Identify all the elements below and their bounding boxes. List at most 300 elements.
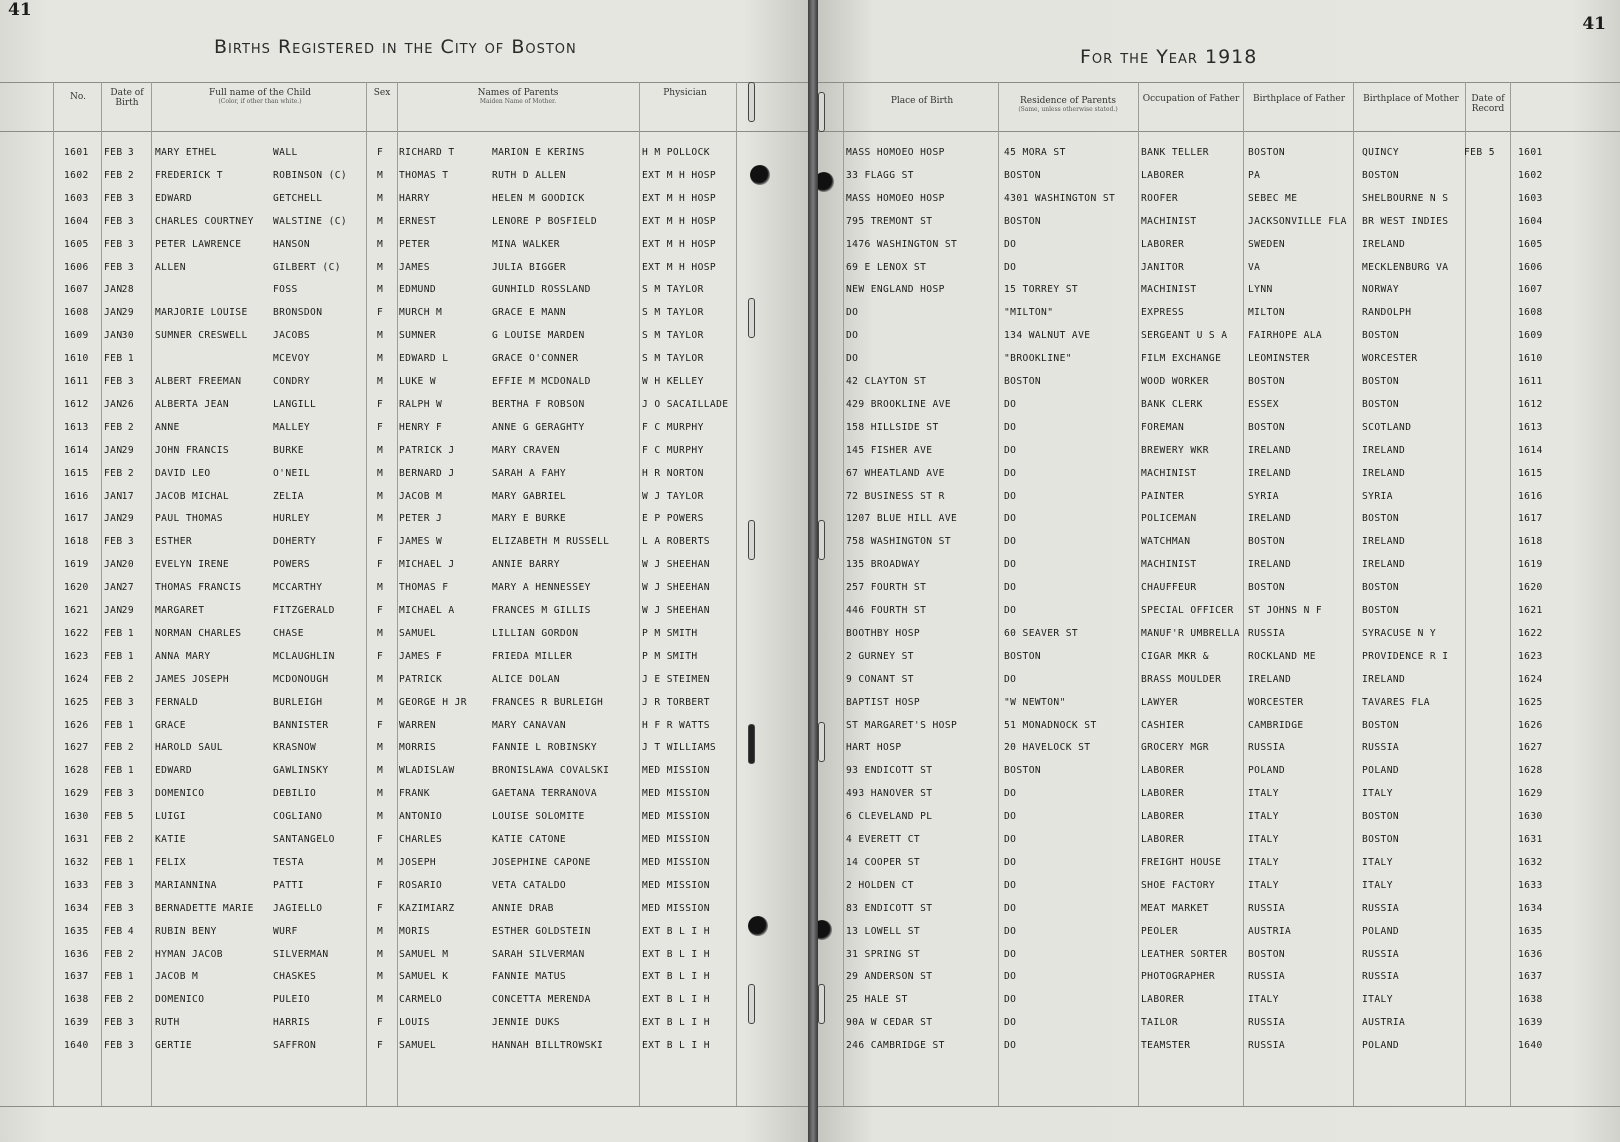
entry-number: 1613: [64, 421, 89, 433]
birth-day: 3: [127, 536, 134, 548]
child-surname: CONDRY: [273, 376, 311, 387]
child-given-name: MARJORIE LOUISE: [155, 307, 248, 319]
child-given-name: JACOB MICHAL: [155, 490, 230, 502]
register-row: [818, 441, 1620, 464]
child-surname: PATTI: [273, 879, 304, 891]
record-number: 1620: [1518, 582, 1543, 594]
father-occupation: SPECIAL OFFICER: [1141, 605, 1234, 616]
place-of-birth: 14 COOPER ST: [846, 856, 921, 868]
child-surname: SANTANGELO: [273, 834, 335, 845]
father-birthplace: JACKSONVILLE FLA: [1248, 215, 1347, 227]
child-surname: MCLAUGHLIN: [273, 650, 335, 662]
mother-maiden-name: GAETANA TERRANOVA: [492, 788, 597, 800]
father-birthplace: IRELAND: [1248, 444, 1292, 456]
right-page-title: For the Year 1918: [1080, 46, 1258, 68]
sex: F: [377, 147, 384, 158]
register-row: [0, 555, 808, 578]
right-page-number: 41: [1582, 14, 1606, 34]
place-of-birth: ST MARGARET'S HOSP: [846, 719, 958, 731]
child-surname: BANNISTER: [273, 719, 329, 731]
header-birthplace-mother: Birthplace of Mother: [1363, 94, 1459, 104]
mother-maiden-name: MARION E KERINS: [492, 147, 585, 158]
record-number: 1625: [1518, 696, 1543, 708]
father-name: JAMES W: [399, 536, 443, 548]
father-name: EDWARD L: [399, 353, 449, 365]
mother-maiden-name: LENORE P BOSFIELD: [492, 215, 597, 227]
father-birthplace: LYNN: [1248, 284, 1273, 296]
register-row: [818, 647, 1620, 670]
register-row: [818, 922, 1620, 945]
child-given-name: RUBIN BENY: [155, 925, 217, 937]
father-birthplace: WORCESTER: [1248, 696, 1304, 708]
mother-birthplace: RUSSIA: [1362, 948, 1400, 960]
child-surname: HARRIS: [273, 1017, 311, 1029]
sex: F: [377, 879, 384, 891]
entry-number: 1637: [64, 971, 89, 983]
father-occupation: WATCHMAN: [1141, 536, 1191, 548]
father-name: BERNARD J: [399, 467, 455, 479]
father-occupation: BRASS MOULDER: [1141, 673, 1222, 685]
physician: J T WILLIAMS: [642, 742, 717, 754]
register-row: [818, 830, 1620, 853]
register-row: [0, 487, 808, 510]
binder-slot: [818, 984, 825, 1024]
birth-month: FEB: [104, 421, 123, 433]
birth-month: FEB: [104, 742, 123, 754]
header-residence-label: Residence of Parents: [1020, 96, 1116, 106]
child-given-name: BERNADETTE MARIE: [155, 902, 254, 914]
physician: W J TAYLOR: [642, 490, 704, 502]
parents-residence: "MILTON": [1004, 307, 1054, 319]
register-row: [0, 945, 808, 968]
mother-maiden-name: ELIZABETH M RUSSELL: [492, 536, 610, 548]
child-given-name: FELIX: [155, 856, 186, 868]
birth-day: 2: [127, 673, 134, 685]
register-row: [0, 738, 808, 761]
mother-birthplace: POLAND: [1362, 1040, 1400, 1052]
birth-month: FEB: [104, 238, 123, 250]
physician: F C MURPHY: [642, 444, 704, 456]
mother-birthplace: RANDOLPH: [1362, 307, 1412, 319]
entry-number: 1612: [64, 398, 89, 410]
child-surname: MCDONOUGH: [273, 673, 329, 685]
place-of-birth: HART HOSP: [846, 742, 902, 754]
register-row: [0, 212, 808, 235]
child-surname: BURLEIGH: [273, 696, 323, 708]
father-birthplace: VA: [1248, 261, 1261, 273]
physician: L A ROBERTS: [642, 536, 710, 548]
entry-number: 1617: [64, 513, 89, 525]
birth-day: 27: [121, 582, 134, 594]
birth-day: 3: [127, 238, 134, 250]
place-of-birth: 25 HALE ST: [846, 994, 908, 1006]
father-occupation: LABORER: [1141, 169, 1185, 181]
register-row: [818, 509, 1620, 532]
mother-birthplace: WORCESTER: [1362, 353, 1418, 365]
birth-day: 1: [127, 765, 134, 777]
mother-birthplace: POLAND: [1362, 765, 1400, 777]
register-row: [0, 693, 808, 716]
mother-birthplace: QUINCY: [1362, 147, 1400, 158]
father-birthplace: ITALY: [1248, 879, 1279, 891]
entry-number: 1628: [64, 765, 89, 777]
father-name: SAMUEL: [399, 627, 437, 639]
physician: EXT B L I H: [642, 925, 710, 937]
father-occupation: LABORER: [1141, 834, 1185, 845]
entry-number: 1614: [64, 444, 89, 456]
register-row: [818, 189, 1620, 212]
place-of-birth: 83 ENDICOTT ST: [846, 902, 933, 914]
register-row: [818, 372, 1620, 395]
mother-birthplace: BOSTON: [1362, 398, 1400, 410]
father-birthplace: ITALY: [1248, 856, 1279, 868]
register-row: [818, 1013, 1620, 1036]
binder-slot: [748, 298, 755, 338]
child-given-name: NORMAN CHARLES: [155, 627, 242, 639]
register-row: [0, 922, 808, 945]
birth-day: 5: [127, 811, 134, 823]
child-given-name: ANNA MARY: [155, 650, 211, 662]
father-occupation: JANITOR: [1141, 261, 1185, 273]
father-name: RICHARD T: [399, 147, 455, 158]
mother-birthplace: IRELAND: [1362, 238, 1406, 250]
sex: M: [377, 948, 384, 960]
register-row: [818, 326, 1620, 349]
sex: M: [377, 811, 384, 823]
birth-day: 2: [127, 467, 134, 479]
register-row: [0, 349, 808, 372]
place-of-birth: 9 CONANT ST: [846, 673, 914, 685]
physician: S M TAYLOR: [642, 307, 704, 319]
father-occupation: POLICEMAN: [1141, 513, 1197, 525]
physician: W J SHEEHAN: [642, 605, 710, 616]
father-occupation: MEAT MARKET: [1141, 902, 1209, 914]
birth-month: JAN: [104, 582, 123, 594]
physician: J O SACAILLADE: [642, 398, 729, 410]
mother-birthplace: PROVIDENCE R I: [1362, 650, 1449, 662]
register-row: [0, 532, 808, 555]
mother-birthplace: BOSTON: [1362, 330, 1400, 342]
left-register-page: [0, 0, 808, 1142]
parents-residence: DO: [1004, 513, 1017, 525]
register-row: [818, 235, 1620, 258]
register-row: [0, 418, 808, 441]
register-row: [818, 853, 1620, 876]
child-surname: HANSON: [273, 238, 311, 250]
father-birthplace: CAMBRIDGE: [1248, 719, 1304, 731]
birth-day: 17: [121, 490, 134, 502]
physician: W J SHEEHAN: [642, 582, 710, 594]
birth-month: FEB: [104, 353, 123, 365]
physician: H R NORTON: [642, 467, 704, 479]
child-given-name: MARIANNINA: [155, 879, 217, 891]
birth-month: FEB: [104, 765, 123, 777]
header-residence-note: (Same, unless otherwise stated.): [1018, 106, 1118, 113]
child-surname: MALLEY: [273, 421, 311, 433]
entry-number: 1621: [64, 605, 89, 616]
register-row: [0, 624, 808, 647]
father-birthplace: BOSTON: [1248, 376, 1286, 387]
record-number: 1624: [1518, 673, 1543, 685]
mother-maiden-name: HELEN M GOODICK: [492, 192, 585, 204]
register-row: [0, 853, 808, 876]
father-birthplace: ROCKLAND ME: [1248, 650, 1316, 662]
father-occupation: SHOE FACTORY: [1141, 879, 1216, 891]
physician: F C MURPHY: [642, 421, 704, 433]
child-given-name: DOMENICO: [155, 788, 205, 800]
parents-residence: 134 WALNUT AVE: [1004, 330, 1091, 342]
binder-hole: [750, 165, 770, 185]
entry-number: 1620: [64, 582, 89, 594]
child-surname: FITZGERALD: [273, 605, 335, 616]
father-birthplace: SEBEC ME: [1248, 192, 1298, 204]
child-surname: LANGILL: [273, 398, 317, 410]
father-occupation: LAWYER: [1141, 696, 1179, 708]
mother-maiden-name: FANNIE MATUS: [492, 971, 567, 983]
father-name: MICHAEL J: [399, 559, 455, 571]
record-number: 1639: [1518, 1017, 1543, 1029]
sex: M: [377, 673, 384, 685]
register-row: [0, 464, 808, 487]
father-name: RALPH W: [399, 398, 443, 410]
register-row: [0, 166, 808, 189]
parents-residence: DO: [1004, 811, 1017, 823]
parents-residence: DO: [1004, 238, 1017, 250]
child-given-name: HYMAN JACOB: [155, 948, 223, 960]
child-given-name: MARGARET: [155, 605, 205, 616]
record-number: 1634: [1518, 902, 1543, 914]
physician: H F R WATTS: [642, 719, 710, 731]
birth-day: 2: [127, 948, 134, 960]
birth-day: 1: [127, 353, 134, 365]
mother-birthplace: ITALY: [1362, 856, 1393, 868]
parents-residence: DO: [1004, 856, 1017, 868]
parents-residence: BOSTON: [1004, 650, 1042, 662]
parents-residence: BOSTON: [1004, 376, 1042, 387]
father-name: LUKE W: [399, 376, 437, 387]
father-occupation: ROOFER: [1141, 192, 1179, 204]
physician: EXT M H HOSP: [642, 238, 717, 250]
record-number: 1621: [1518, 605, 1543, 616]
sex: M: [377, 765, 384, 777]
entry-number: 1640: [64, 1040, 89, 1052]
place-of-birth: 13 LOWELL ST: [846, 925, 921, 937]
record-number: 1613: [1518, 421, 1543, 433]
mother-birthplace: AUSTRIA: [1362, 1017, 1406, 1029]
birth-month: FEB: [104, 925, 123, 937]
father-occupation: MACHINIST: [1141, 215, 1197, 227]
father-occupation: FILM EXCHANGE: [1141, 353, 1222, 365]
birth-month: FEB: [104, 902, 123, 914]
father-occupation: PEOLER: [1141, 925, 1179, 937]
register-row: [0, 326, 808, 349]
mother-birthplace: BOSTON: [1362, 169, 1400, 181]
register-row: [0, 601, 808, 624]
birth-month: JAN: [104, 284, 123, 296]
record-number: 1610: [1518, 353, 1543, 365]
header-sex: Sex: [373, 88, 391, 98]
father-occupation: BANK CLERK: [1141, 398, 1203, 410]
child-given-name: ALBERT FREEMAN: [155, 376, 242, 387]
physician: MED MISSION: [642, 765, 710, 777]
place-of-birth: 33 FLAGG ST: [846, 169, 914, 181]
child-surname: GILBERT (C): [273, 261, 341, 273]
entry-number: 1629: [64, 788, 89, 800]
record-number: 1635: [1518, 925, 1543, 937]
register-row: [818, 418, 1620, 441]
child-given-name: FERNALD: [155, 696, 199, 708]
sex: M: [377, 192, 384, 204]
mother-birthplace: BR WEST INDIES: [1362, 215, 1449, 227]
mother-maiden-name: MARY CRAVEN: [492, 444, 560, 456]
mother-maiden-name: MARY GABRIEL: [492, 490, 567, 502]
place-of-birth: 31 SPRING ST: [846, 948, 921, 960]
register-row: [0, 1036, 808, 1059]
place-of-birth: 2 GURNEY ST: [846, 650, 914, 662]
birth-month: FEB: [104, 948, 123, 960]
register-row: [818, 349, 1620, 372]
birth-day: 2: [127, 994, 134, 1006]
parents-residence: DO: [1004, 421, 1017, 433]
physician: EXT B L I H: [642, 971, 710, 983]
register-row: [818, 624, 1620, 647]
parents-residence: DO: [1004, 559, 1017, 571]
father-occupation: PAINTER: [1141, 490, 1185, 502]
child-surname: CHASKES: [273, 971, 317, 983]
place-of-birth: 1207 BLUE HILL AVE: [846, 513, 958, 525]
father-name: GEORGE H JR: [399, 696, 467, 708]
birth-month: FEB: [104, 376, 123, 387]
child-surname: POWERS: [273, 559, 311, 571]
record-number: 1616: [1518, 490, 1543, 502]
mother-birthplace: SYRACUSE N Y: [1362, 627, 1437, 639]
birth-day: 3: [127, 902, 134, 914]
father-name: JOSEPH: [399, 856, 437, 868]
father-name: EDMUND: [399, 284, 437, 296]
mother-maiden-name: JOSEPHINE CAPONE: [492, 856, 591, 868]
father-occupation: SERGEANT U S A: [1141, 330, 1228, 342]
mother-maiden-name: FRANCES R BURLEIGH: [492, 696, 604, 708]
sex: M: [377, 925, 384, 937]
parents-residence: DO: [1004, 444, 1017, 456]
child-surname: BURKE: [273, 444, 304, 456]
mother-birthplace: BOSTON: [1362, 582, 1400, 594]
record-number: 1640: [1518, 1040, 1543, 1052]
physician: W H KELLEY: [642, 376, 704, 387]
sex: F: [377, 1040, 384, 1052]
place-of-birth: 29 ANDERSON ST: [846, 971, 933, 983]
father-birthplace: BOSTON: [1248, 147, 1286, 158]
record-number: 1629: [1518, 788, 1543, 800]
father-birthplace: ITALY: [1248, 788, 1279, 800]
father-name: SAMUEL: [399, 1040, 437, 1052]
entry-number: 1633: [64, 879, 89, 891]
entry-number: 1601: [64, 147, 89, 158]
birth-month: FEB: [104, 169, 123, 181]
place-of-birth: DO: [846, 330, 859, 342]
child-given-name: DAVID LEO: [155, 467, 211, 479]
child-surname: BRONSDON: [273, 307, 323, 319]
father-birthplace: BOSTON: [1248, 536, 1286, 548]
parents-residence: DO: [1004, 971, 1017, 983]
father-occupation: MACHINIST: [1141, 559, 1197, 571]
record-number: 1619: [1518, 559, 1543, 571]
mother-birthplace: NORWAY: [1362, 284, 1400, 296]
entry-number: 1609: [64, 330, 89, 342]
header-date-of-record: Date of Record: [1471, 94, 1505, 114]
birth-day: 30: [121, 330, 134, 342]
birth-month: JAN: [104, 513, 123, 525]
parents-residence: 51 MONADNOCK ST: [1004, 719, 1097, 731]
sex: M: [377, 376, 384, 387]
mother-maiden-name: ANNIE DRAB: [492, 902, 554, 914]
father-name: PETER: [399, 238, 430, 250]
child-given-name: ESTHER: [155, 536, 193, 548]
birth-day: 2: [127, 742, 134, 754]
father-name: ROSARIO: [399, 879, 443, 891]
physician: S M TAYLOR: [642, 284, 704, 296]
birth-day: 28: [121, 284, 134, 296]
left-page-title: Births Registered in the City of Boston: [214, 36, 577, 58]
birth-month: FEB: [104, 1017, 123, 1029]
place-of-birth: 69 E LENOX ST: [846, 261, 927, 273]
child-given-name: DOMENICO: [155, 994, 205, 1006]
birth-day: 3: [127, 147, 134, 158]
birth-month: FEB: [104, 1040, 123, 1052]
register-row: [0, 395, 808, 418]
header-parents-note: Maiden Name of Mother.: [479, 98, 557, 105]
father-birthplace: LEOMINSTER: [1248, 353, 1310, 365]
birth-day: 1: [127, 627, 134, 639]
birth-day: 2: [127, 421, 134, 433]
child-given-name: THOMAS FRANCIS: [155, 582, 242, 594]
parents-residence: DO: [1004, 467, 1017, 479]
father-name: CARMELO: [399, 994, 443, 1006]
birth-month: FEB: [104, 719, 123, 731]
place-of-birth: MASS HOMOEO HOSP: [846, 192, 945, 204]
sex: M: [377, 788, 384, 800]
mother-birthplace: RUSSIA: [1362, 902, 1400, 914]
record-number: 1628: [1518, 765, 1543, 777]
father-birthplace: POLAND: [1248, 765, 1286, 777]
birth-day: 3: [127, 215, 134, 227]
physician: EXT M H HOSP: [642, 169, 717, 181]
mother-maiden-name: ANNIE BARRY: [492, 559, 560, 571]
father-birthplace: ESSEX: [1248, 398, 1279, 410]
father-occupation: MACHINIST: [1141, 284, 1197, 296]
entry-number: 1634: [64, 902, 89, 914]
birth-day: 4: [127, 925, 134, 937]
father-birthplace: ST JOHNS N F: [1248, 605, 1323, 616]
entry-number: 1627: [64, 742, 89, 754]
mother-maiden-name: RUTH D ALLEN: [492, 169, 567, 181]
entry-number: 1618: [64, 536, 89, 548]
child-surname: ZELIA: [273, 490, 304, 502]
record-number: 1617: [1518, 513, 1543, 525]
mother-birthplace: BOSTON: [1362, 719, 1400, 731]
physician: EXT M H HOSP: [642, 192, 717, 204]
record-number: 1611: [1518, 376, 1543, 387]
physician: S M TAYLOR: [642, 330, 704, 342]
register-row: [0, 899, 808, 922]
binder-slot: [818, 92, 825, 132]
entry-number: 1615: [64, 467, 89, 479]
father-birthplace: AUSTRIA: [1248, 925, 1292, 937]
child-given-name: PAUL THOMAS: [155, 513, 223, 525]
physician: EXT B L I H: [642, 1040, 710, 1052]
register-row: [0, 189, 808, 212]
physician: EXT M H HOSP: [642, 215, 717, 227]
